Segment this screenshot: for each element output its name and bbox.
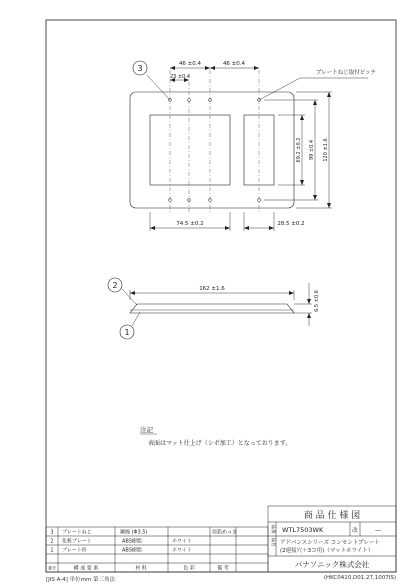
dim-46-right: 46 ±0.4 xyxy=(222,61,246,67)
callout-2 xyxy=(108,278,122,292)
product-name-line2: (2連接穴＋3コ用)（マットホワイト） xyxy=(280,548,374,554)
dim-99: 99 ±0.4 xyxy=(309,139,315,161)
svg-text:2: 2 xyxy=(112,281,118,290)
svg-text:備 考: 備 考 xyxy=(217,565,229,572)
svg-text:ABS樹脂: ABS樹脂 xyxy=(122,547,142,554)
svg-text:化粧プレート: 化粧プレート xyxy=(62,538,92,545)
table-row xyxy=(50,529,237,536)
svg-text:1: 1 xyxy=(50,547,54,554)
callout-3 xyxy=(133,61,147,75)
footer-right: (HKC0410,D01,27,1007IS) xyxy=(323,575,396,581)
svg-text:色 彩: 色 彩 xyxy=(183,565,195,572)
svg-text:ABS樹脂: ABS樹脂 xyxy=(122,538,142,545)
screw-pitch-label: プレートねじ取付ピッチ xyxy=(316,70,377,76)
notes-title: 注記 xyxy=(140,426,153,434)
revision-value: — xyxy=(375,527,381,534)
hinban-label: 品番 xyxy=(270,524,275,534)
svg-text:材 料: 材 料 xyxy=(135,565,147,572)
svg-text:番号: 番号 xyxy=(48,565,56,571)
model-number: WTL7503WK xyxy=(282,526,324,534)
top-view xyxy=(130,68,368,231)
table-row xyxy=(50,547,191,554)
dim-28-5: 28.5 ±0.2 xyxy=(277,221,305,227)
callout-1 xyxy=(120,325,134,339)
dim-46-left: 46 ±0.4 xyxy=(178,61,202,67)
dim-120: 120 ±1.6 xyxy=(323,138,329,162)
svg-text:3: 3 xyxy=(137,64,143,73)
notes-body: 表面はマット仕上げ（シボ加工）となっております。 xyxy=(148,440,292,447)
parts-table xyxy=(48,529,237,572)
dim-23: 23 ±0.4 xyxy=(169,74,191,80)
table-row xyxy=(50,538,191,545)
svg-text:ホワイト: ホワイト xyxy=(172,538,192,545)
dim-162: 162 ±1.6 xyxy=(199,286,225,292)
svg-text:亜鉛めっき: 亜鉛めっき xyxy=(212,529,237,536)
side-profile xyxy=(130,304,294,313)
svg-text:ホワイト: ホワイト xyxy=(172,547,192,554)
dim-69-2: 69.2 ±0.2 xyxy=(296,137,302,163)
footer-left: [JIS A-4] 単位mm 第三角法 xyxy=(46,577,116,583)
revision-label: 改 xyxy=(352,528,358,534)
svg-text:構 成 要 素: 構 成 要 素 xyxy=(73,565,99,572)
svg-text:プレートねじ: プレートねじ xyxy=(62,529,92,536)
svg-text:2: 2 xyxy=(50,538,54,545)
opening-left xyxy=(150,115,230,185)
svg-text:3: 3 xyxy=(50,529,54,536)
sheet-border xyxy=(46,20,396,572)
screw-holes xyxy=(169,99,261,202)
svg-text:1: 1 xyxy=(124,328,130,337)
svg-text:鋼線 (Φ3.5): 鋼線 (Φ3.5) xyxy=(120,529,148,536)
plate-outline xyxy=(130,92,294,208)
dim-6-5: 6.5 ±0.6 xyxy=(314,290,320,312)
name-label: 品名 xyxy=(270,537,275,547)
title-heading: 商 品 仕 様 図 xyxy=(303,511,361,521)
product-name-line1: アドバンスシリーズ コンセントプレート xyxy=(280,540,380,546)
company-name: パナソニック株式会社 xyxy=(294,560,370,569)
svg-text:プレート枠: プレート枠 xyxy=(62,547,87,554)
table-header xyxy=(48,565,229,572)
dim-74-5: 74.5 ±0.2 xyxy=(176,221,204,227)
